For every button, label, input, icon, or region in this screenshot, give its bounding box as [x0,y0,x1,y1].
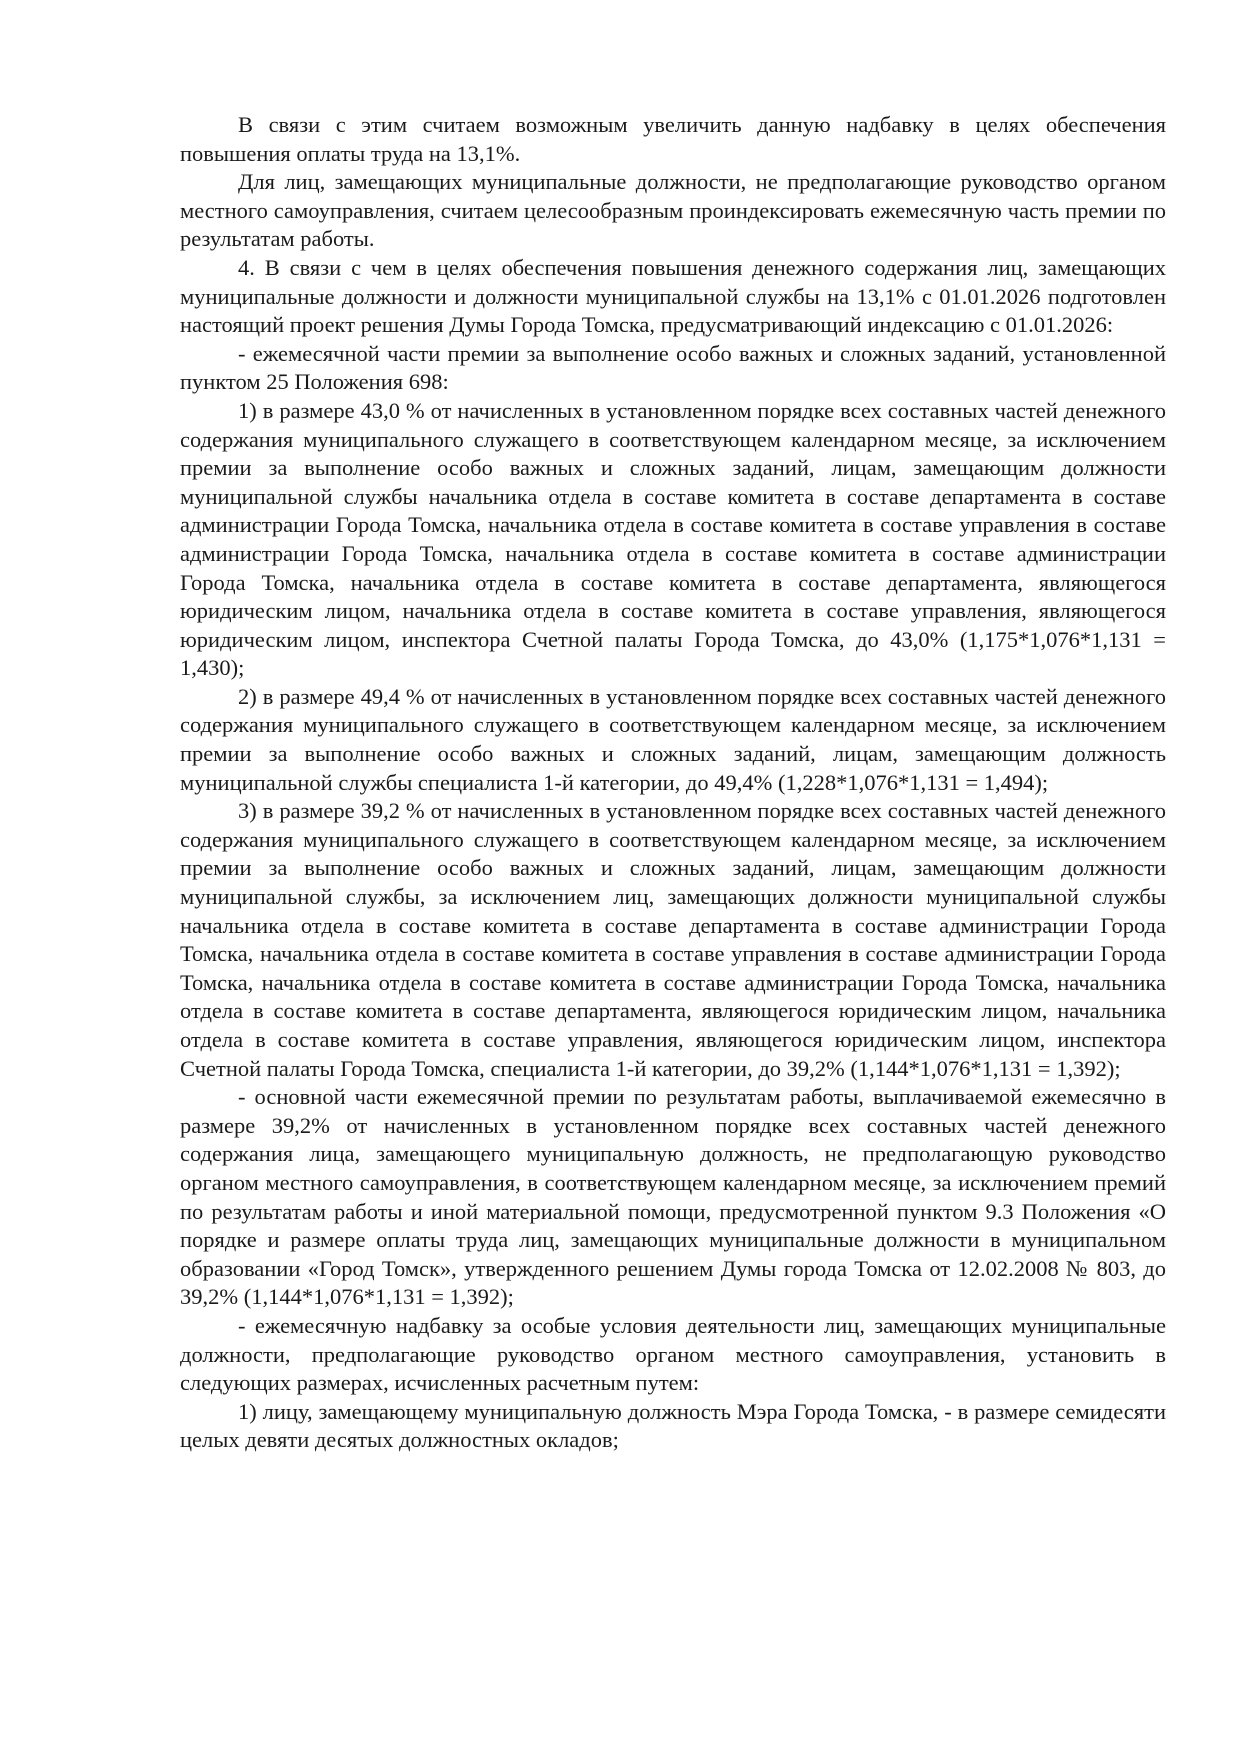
paragraph-bullet-special-conditions-allowance: - ежемесячную надбавку за особые условия деятельности лиц, замещающих муниципальные должности, предполагающие руководство органом местного самоуправления, установить в следующих размерах, исчисленных расчетным путем: [180,1312,1166,1396]
paragraph-subitem-2: 2) в размере 49,4 % от начисленных в установленном порядке всех составных частей денежного содержания муниципального служащего в соответствующем календарном месяце, за исключением премии за выполнение особо важных и сложных заданий, лицам, замещающим должность муниципальной службы специалиста 1-й категории, до 49,4% (1,228*1,076*1,131 = 1,494); [180,683,1166,795]
paragraph-raise-allowance: В связи с этим считаем возможным увеличить данную надбавку в целях обеспечения повышения оплаты труда на 13,1%. [180,112,1166,166]
paragraph-non-head-positions: Для лиц, замещающих муниципальные должности, не предполагающие руководство органом местного самоуправления, считаем целесообразным проиндексировать ежемесячную часть премии по результатам работы. [180,169,1166,252]
paragraph-bullet-special-tasks-premium: - ежемесячной части премии за выполнение особо важных и сложных заданий, установленной пунктом 25 Положения 698: [180,340,1166,395]
document-page [180,111,1166,1455]
paragraph-item-4: 4. В связи с чем в целях обеспечения повышения денежного содержания лиц, замещающих муниципальные должности и должности муниципальной службы на 13,1% с 01.01.2026 подготовлен настоящий проект решения Думы Города Томска, предусматривающий индексацию с 01.01.2026: [180,254,1166,338]
paragraph-mayor-allowance: 1) лицу, замещающему муниципальную должность Мэра Города Томска, - в размере семидесяти целых девяти десятых должностных окладов; [180,1398,1166,1453]
paragraph-subitem-1: 1) в размере 43,0 % от начисленных в установленном порядке всех составных частей денежного содержания муниципального служащего в соответствующем календарном месяце, за исключением премии за выполнение особо важных и сложных заданий, лицам, замещающим должности муниципальной службы начальника отдела в составе комитета в составе департамента в составе администрации Города Томска, начальника отдела в составе комитета в составе управления в составе администрации Города Томска, начальника отдела в составе комитета в составе администрации Города Томска, начальника отдела в составе комитета в составе департамента, являющегося юридическим лицом, начальника отдела в составе комитета в составе управления, являющегося юридическим лицом, инспектора Счетной палаты Города Томска, до 43,0% (1,175*1,076*1,131 = 1,430); [180,397,1166,681]
paragraph-subitem-3: 3) в размере 39,2 % от начисленных в установленном порядке всех составных частей денежного содержания муниципального служащего в соответствующем календарном месяце, за исключением премии за выполнение особо важных и сложных заданий, лицам, замещающим должности муниципальной службы, за исключением лиц, замещающих должности муниципальной службы начальника отдела в составе комитета в составе департамента в составе администрации Города Томска, начальника отдела в составе комитета в составе управления в составе администрации Города Томска, начальника отдела в составе комитета в составе администрации Города Томска, начальника отдела в составе комитета в составе департамента, являющегося юридическим лицом, начальника отдела в составе комитета в составе управления, являющегося юридическим лицом, инспектора Счетной палаты Города Томска, специалиста 1-й категории, до 39,2% (1,144*1,076*1,131 = 1,392); [180,798,1166,1081]
paragraph-bullet-monthly-premium: - основной части ежемесячной премии по результатам работы, выплачиваемой ежемесячно в размере 39,2% от начисленных в установленном порядке всех составных частей денежного содержания лица, замещающего муниципальную должность, не предполагающую руководство органом местного самоуправления, в соответствующем календарном месяце, за исключением премий по результатам работы и иной материальной помощи, предусмотренной пунктом 9.3 Положения «О порядке и размере оплаты труда лиц, замещающих муниципальные должности в муниципальном образовании «Город Томск», утвержденного решением Думы города Томска от 12.02.2008 № 803, до 39,2% (1,144*1,076*1,131 = 1,392); [180,1084,1166,1310]
